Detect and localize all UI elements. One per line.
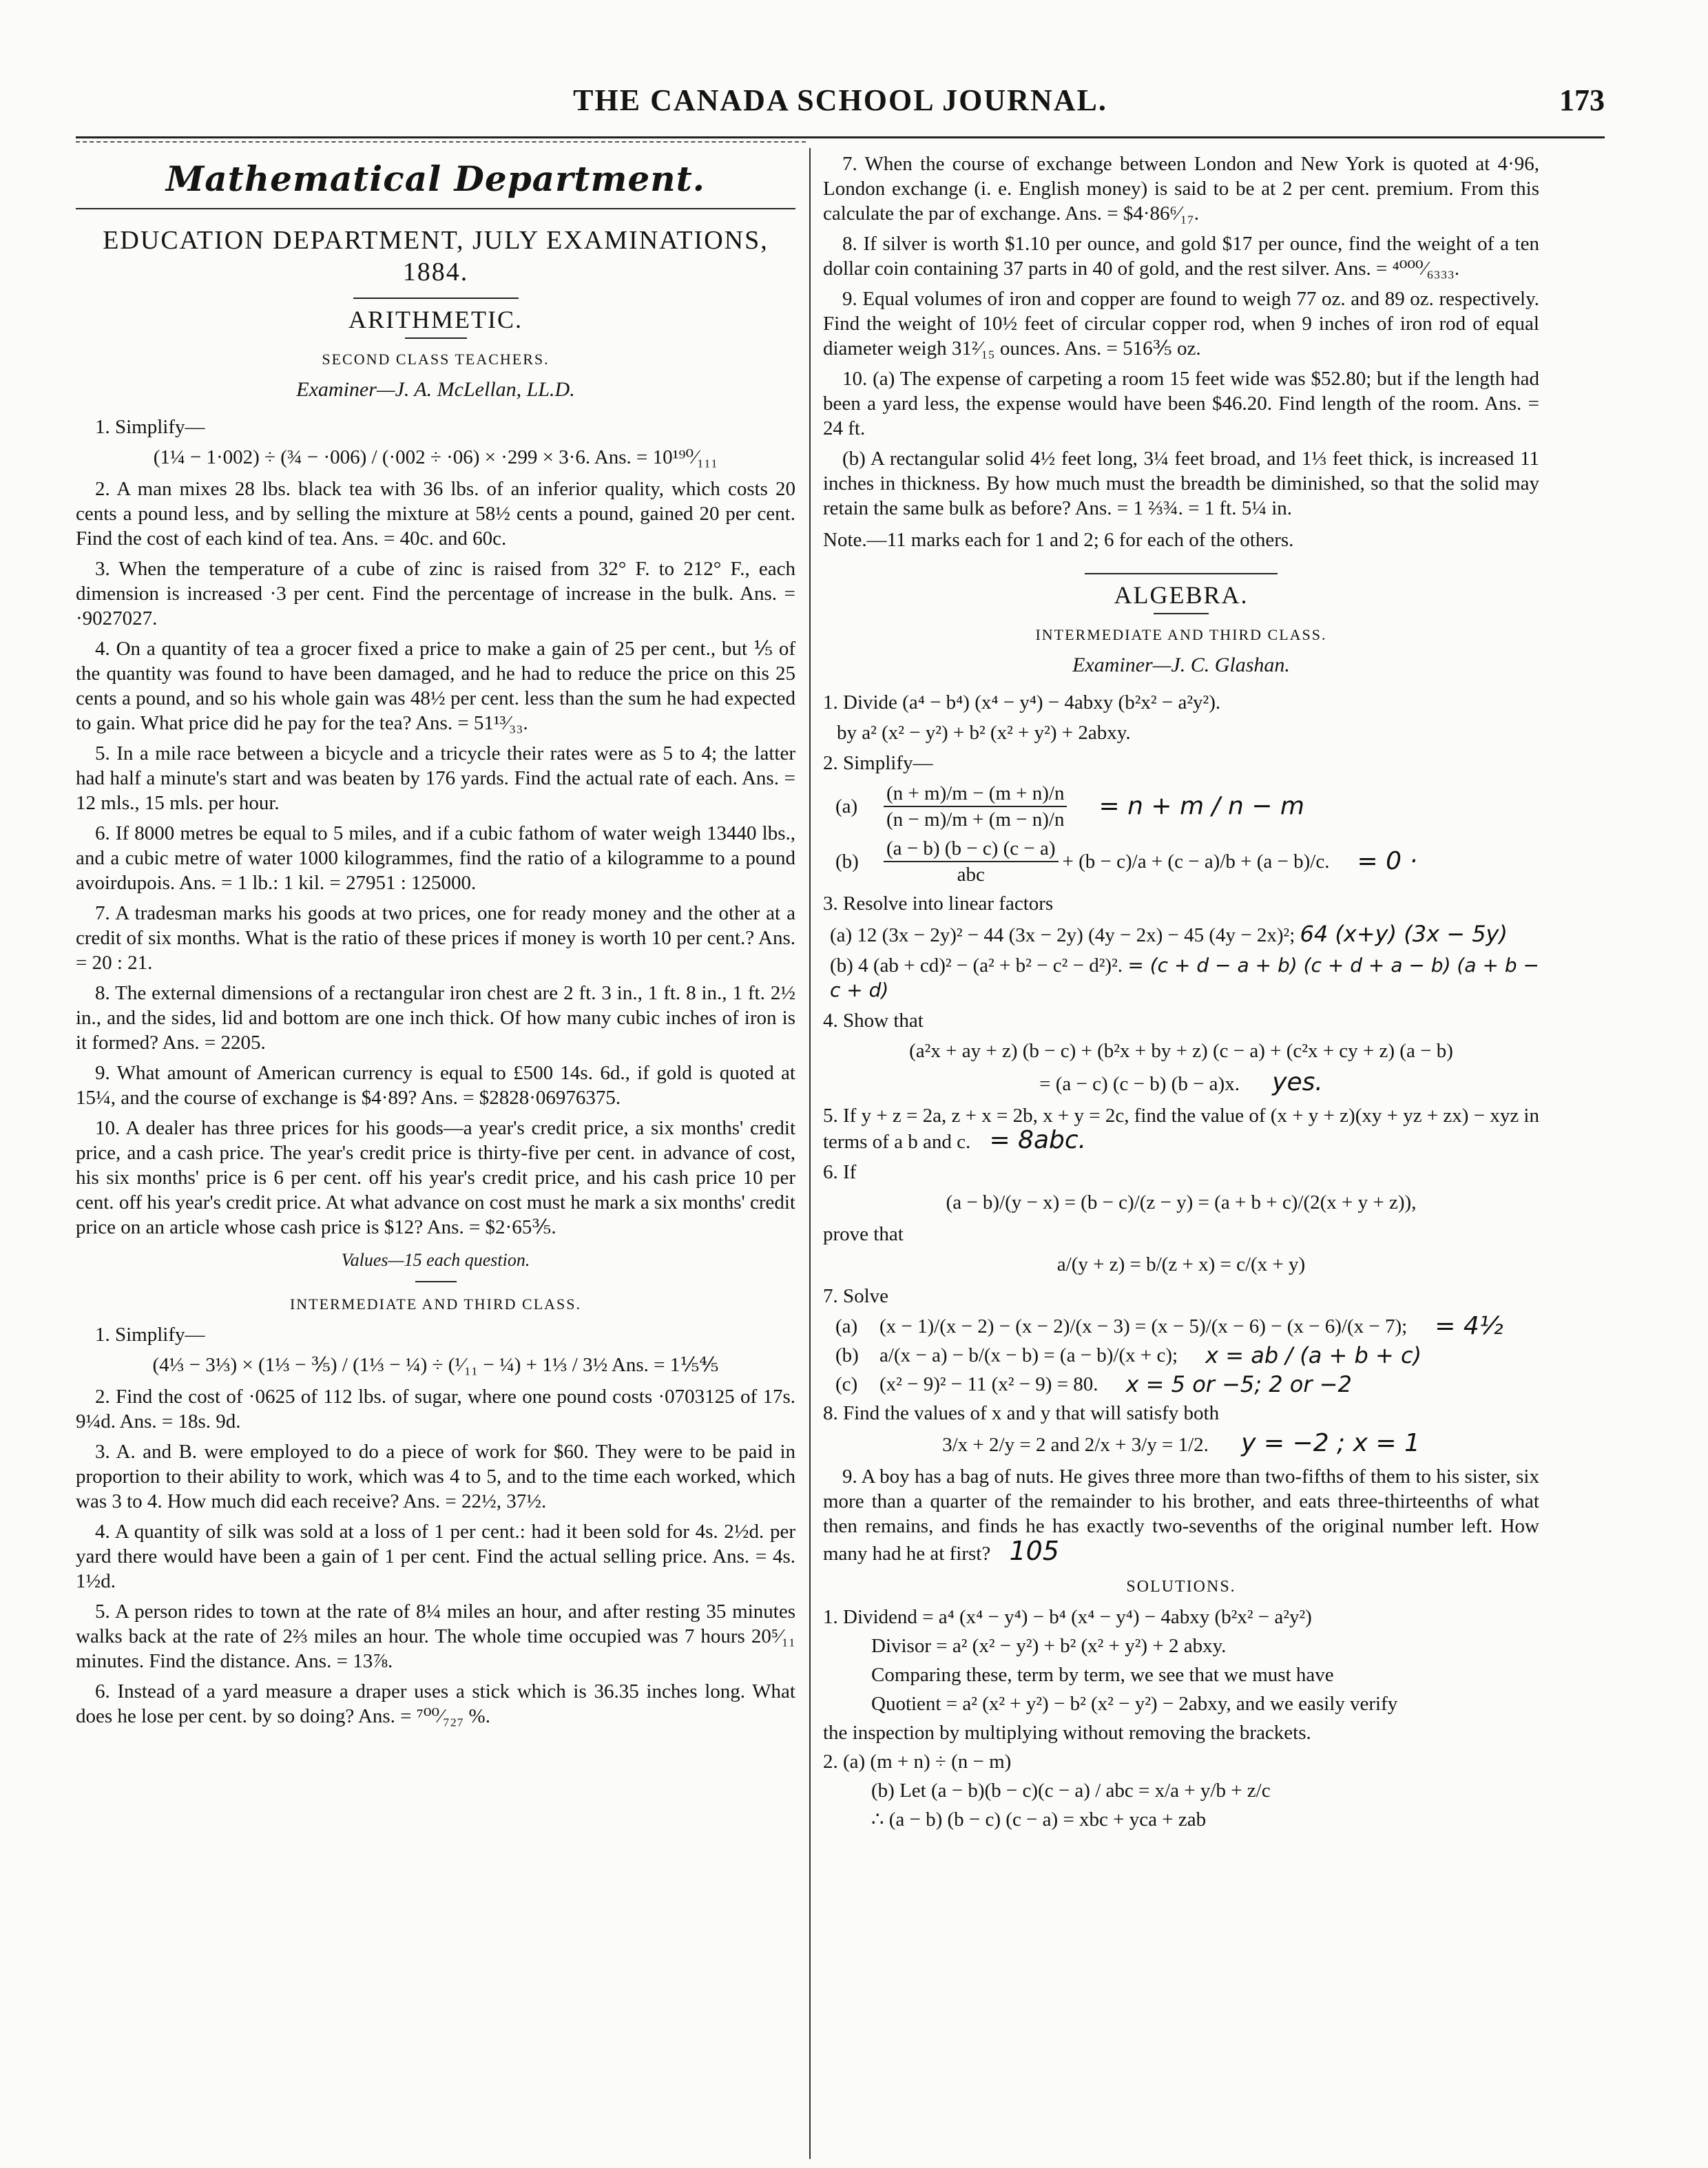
intermediate-question-1-heading: 1. Simplify—: [95, 1324, 205, 1346]
page-header: [76, 77, 1605, 132]
handwritten-answer-2b: = 0 ·: [1357, 847, 1417, 875]
algebra-8-formula: 3/x + 2/y = 2 and 2/x + 3/y = 1/2.: [942, 1434, 1209, 1456]
algebra-4-formula-line2: = (a − c) (c − b) (b − a)x.: [1039, 1073, 1240, 1095]
short-rule: [415, 1281, 457, 1282]
algebra-7a-formula: (x − 1)/(x − 2) − (x − 2)/(x − 3) = (x − 5)/(x − 6) − (x − 6)/(x − 7);: [879, 1315, 1408, 1337]
algebra-6-formula: (a − b)/(y − x) = (b − c)/(z − y) = (a + b + c)/(2(x + y + z)),: [946, 1191, 1417, 1213]
label-a: (a): [835, 795, 858, 817]
handwritten-answer-8: y = −2 ; x = 1: [1241, 1429, 1420, 1457]
solution-1-verify: the inspection by multiplying without removing the brackets.: [823, 1722, 1311, 1744]
class-heading: SECOND CLASS TEACHERS.: [322, 351, 550, 368]
right-column: [823, 152, 1539, 1836]
label-b: (b): [835, 1344, 859, 1366]
handwritten-answer-4: yes.: [1272, 1068, 1323, 1096]
intermediate-question-5: 5. A person rides to town at the rate of 8¼ miles an hour, and after resting 35 minutes walks back at the rate of 2⅔ miles an hour. The whole time occupied was 7 hours 20⁵⁄₁₁ minutes. Find the distance. Ans. = 13⅞.: [76, 1601, 795, 1672]
short-rule: [405, 337, 467, 339]
algebra-examiner: Examiner—J. C. Glashan.: [1072, 654, 1290, 676]
handwritten-answer-7c: x = 5 or −5; 2 or −2: [1125, 1371, 1352, 1397]
algebra-2a: [835, 781, 1539, 832]
algebra-4-formula-line2-row: [823, 1070, 1539, 1096]
question-7: 7. A tradesman marks his goods at two prices, one for ready money and the other at a credit of six months. What is the ratio of these prices if money is worth 10 per cent.? Ans. = 20 : 21.: [76, 902, 795, 974]
page-number: 173: [1559, 83, 1605, 117]
algebra-question-9-row: [823, 1464, 1539, 1566]
intermediate-question-2: 2. Find the cost of ·0625 of 112 lbs. of sugar, where one pound costs ·0703125 of 17s. 9¼d. Ans. = 18s. 9d.: [76, 1386, 795, 1432]
algebra-3a-line: [823, 921, 1539, 948]
question-r10b: (b) A rectangular solid 4½ feet long, 3¼ feet broad, and 1⅓ feet thick, is increased 11 inches in thickness. By how much must the breadth be diminished, so that the solid may retain the same bulk as before? Ans. = 1 ⅔¾. = 1 ft. 5¼ in.: [823, 448, 1539, 519]
section-rule: [76, 208, 795, 209]
algebra-8-formula-row: [823, 1431, 1539, 1457]
algebra-question-7: 7. Solve: [823, 1285, 889, 1307]
question-1-heading: 1. Simplify—: [95, 416, 205, 438]
intermediate-question-4: 4. A quantity of silk was sold at a loss of 1 per cent.: had it been sold for 4s. 2½d. per yard there would have been a gain of 1 per cent. Find the actual selling price. Ans. = 4s. 1½d.: [76, 1521, 795, 1592]
handwritten-answer-5: = 8abc.: [989, 1126, 1087, 1154]
algebra-question-5: 5. If y + z = 2a, z + x = 2b, x + y = 2c, find the value of (x + y + z)(xy + yz + zx) − xyz in terms of a b and c.: [823, 1105, 1539, 1153]
question-r8: 8. If silver is worth $1.10 per ounce, and gold $17 per ounce, find the weight of a ten dollar coin containing 37 parts in 40 of gold, and the rest silver. Ans. = ⁴⁰⁰⁰⁄₆₃₃₃.: [823, 233, 1539, 280]
algebra-6-prove: prove that: [823, 1223, 904, 1245]
handwritten-answer-9: 105: [1009, 1536, 1059, 1566]
solution-2b: (b) Let (a − b)(b − c)(c − a) / abc = x/a + y/b + z/c: [871, 1780, 1271, 1802]
algebra-4-formula-line1: (a²x + ay + z) (b − c) + (b²x + by + z) (c − a) + (c²x + cy + z) (a − b): [909, 1040, 1453, 1062]
algebra-6-formula-2: a/(y + z) = b/(z + x) = c/(x + y): [1056, 1253, 1306, 1275]
journal-title: THE CANADA SCHOOL JOURNAL.: [573, 83, 1107, 117]
question-4: 4. On a quantity of tea a grocer fixed a price to make a gain of 25 per cent., but ⅕ of the quantity was found to have been damaged, and he had to reduce the price on this 25 cents a pound, and so his whole gain was 48½ per cent. less than the sum he had expected to gain. What price did he pay for the tea? Ans. = 51¹³⁄₃₃.: [76, 638, 795, 734]
question-r9: 9. Equal volumes of iron and copper are found to weigh 77 oz. and 89 oz. respectively. Find the weight of 10½ feet of circular copper rod, when 9 inches of iron rod of equal diameter weigh 31²⁄₁₅ ounces. Ans. = 516⅗ oz.: [823, 288, 1539, 359]
short-rule: [1085, 573, 1278, 574]
header-rule-dashed: [76, 141, 806, 143]
algebra-3b: (b) 4 (ab + cd)² − (a² + b² − c² − d²)².: [830, 955, 1123, 977]
solution-1-dividend: 1. Dividend = a⁴ (x⁴ − y⁴) − b⁴ (x⁴ − y⁴) − 4abxy (b²x² − a²y²): [823, 1606, 1312, 1628]
handwritten-answer-2a: = n + m / n − m: [1098, 792, 1304, 820]
algebra-7b-formula: a/(x − a) − b/(x − b) = (a − b)/(x + c);: [879, 1344, 1178, 1366]
algebra-question-2: 2. Simplify—: [823, 752, 933, 774]
solution-1-comparing: Comparing these, term by term, we see that we must have: [871, 1664, 1334, 1686]
handwritten-answer-3b: = (c + d − a + b) (c + d + a − b) (a + b − c + d): [830, 954, 1540, 1001]
short-rule: [353, 298, 519, 299]
algebra-3b-line: [823, 953, 1539, 1003]
solution-1-quotient: Quotient = a² (x² + y²) − b² (x² − y²) − 2abxy, and we easily verify: [871, 1693, 1398, 1715]
examiner-line: Examiner—J. A. McLellan, LL.D.: [296, 378, 575, 401]
handwritten-answer-7b: x = ab / (a + b + c): [1205, 1342, 1422, 1368]
fraction-2b-numerator: (a − b) (b − c) (c − a): [884, 836, 1059, 862]
fraction-2a: [884, 781, 1067, 832]
short-rule: [1154, 613, 1209, 614]
solution-2a: 2. (a) (m + n) ÷ (n − m): [823, 1751, 1012, 1773]
algebra-question-1-divisor: by a² (x² − y²) + b² (x² + y²) + 2abxy.: [837, 722, 1131, 744]
algebra-7c-formula: (x² − 9)² − 11 (x² − 9) = 80.: [879, 1373, 1098, 1395]
handwritten-answer-3a: 64 (x+y) (3x − 5y): [1300, 921, 1508, 947]
fraction-2b: [884, 836, 1059, 887]
question-9: 9. What amount of American currency is equal to £500 14s. 6d., if gold is quoted at 15¼, and the course of exchange is $4·89? Ans. = $2828·06976375.: [76, 1062, 795, 1109]
algebra-question-4: 4. Show that: [823, 1010, 924, 1032]
algebra-7c: [835, 1372, 1539, 1397]
column-divider: [809, 148, 811, 2159]
question-r7: 7. When the course of exchange between London and New York is quoted at 4·96, London exchange (i. e. English money) is said to be at 2 per cent. premium. From this calculate the par of exchange. Ans. = $4·86⁶⁄₁₇.: [823, 153, 1539, 225]
question-r10a: 10. (a) The expense of carpeting a room 15 feet wide was $52.80; but if the length had been a yard less, the expense would have been $46.20. Find length of the room. Ans. = 24 ft.: [823, 368, 1539, 439]
fraction-2b-rest: + (b − c)/a + (c − a)/b + (a − b)/c.: [1062, 851, 1330, 873]
class-heading-intermediate: INTERMEDIATE AND THIRD CLASS.: [289, 1295, 582, 1313]
algebra-question-5-row: [823, 1103, 1539, 1154]
label-b: (b): [835, 851, 859, 873]
fraction-2a-numerator: (n + m)/m − (m + n)/n: [884, 781, 1067, 807]
question-3: 3. When the temperature of a cube of zinc is raised from 32° F. to 212° F., each dimension is increased ·3 per cent. Find the percentage of increase in the bulk. Ans. = ·9027027.: [76, 558, 795, 629]
marks-note: Note.—11 marks each for 1 and 2; 6 for each of the others.: [823, 529, 1294, 551]
algebra-2b: [835, 836, 1539, 887]
algebra-class-heading: INTERMEDIATE AND THIRD CLASS.: [1035, 626, 1327, 643]
fraction-2b-denominator: abc: [957, 864, 985, 886]
algebra-heading: ALGEBRA.: [1114, 581, 1249, 609]
header-rule: [76, 136, 1605, 138]
question-10: 10. A dealer has three prices for his goods—a year's credit price, a six months' credit price, and a cash price. The year's credit price is thirty-five per cent. in advance of cost, his six months' price is 6 per cent. off his year's credit price, and his cash price 10 per cent. off his year's credit price. At what advance on cost must he mark a six months' credit price on an article whose cash price is $12? Ans. = $2·65⅗.: [76, 1117, 795, 1238]
question-2: 2. A man mixes 28 lbs. black tea with 36 lbs. of an inferior quality, which costs 20 cents a pound less, and by selling the mixture at 58½ cents a pound, gained 20 per cent. Find the cost of each kind of tea. Ans. = 40c. and 60c.: [76, 478, 795, 550]
algebra-question-1: 1. Divide (a⁴ − b⁴) (x⁴ − y⁴) − 4abxy (b²x² − a²y²).: [823, 691, 1221, 713]
intermediate-question-3: 3. A. and B. were employed to do a piece of work for $60. They were to be paid in proportion to their ability to work, which was 4 to 5, and to the time each worked, which was 3 to 4. How much did each receive? Ans. = 22½, 37½.: [76, 1441, 795, 1512]
algebra-7b: [835, 1343, 1539, 1368]
intermediate-question-1-formula: (4⅓ − 3⅓) × (1⅓ − ⅗) / (1⅓ − ¼) ÷ (¹⁄₁₁ − ¼) + 1⅓ / 3½ Ans. = 1⅕⅘: [152, 1354, 719, 1376]
exam-title: EDUCATION DEPARTMENT, JULY EXAMINATIONS, 1884.: [103, 226, 769, 286]
fraction-2a-denominator: (n − m)/m + (m − n)/n: [886, 809, 1065, 831]
algebra-question-3: 3. Resolve into linear factors: [823, 893, 1054, 915]
question-1-formula: (1¼ − 1·002) ÷ (¾ − ·006) / (·002 ÷ ·06) × ·299 × 3·6. Ans. = 10¹⁹⁰⁄₁₁₁: [153, 446, 718, 468]
algebra-question-8: 8. Find the values of x and y that will satisfy both: [823, 1402, 1220, 1424]
question-5: 5. In a mile race between a bicycle and a tricycle their rates were as 5 to 4; the latter had half a minute's start and was beaten by 176 yards. Find the actual rate of each. Ans. = 12 mls., 15 mls. per hour.: [76, 742, 795, 814]
algebra-question-6: 6. If: [823, 1161, 857, 1183]
department-title: Mathematical Department.: [165, 158, 706, 199]
label-c: (c): [835, 1373, 858, 1395]
solution-2c: ∴ (a − b) (b − c) (c − a) = xbc + yca + zab: [871, 1809, 1207, 1831]
algebra-7a: [835, 1314, 1539, 1339]
solutions-heading: SOLUTIONS.: [1126, 1578, 1236, 1596]
solution-1-divisor: Divisor = a² (x² − y²) + b² (x² + y²) + 2 abxy.: [871, 1635, 1227, 1657]
intermediate-question-6: 6. Instead of a yard measure a draper uses a stick which is 36.35 inches long. What does he lose per cent. by so doing? Ans. = ⁷⁰⁰⁄₇₂₇ %.: [76, 1680, 795, 1727]
handwritten-answer-7a: = 4½: [1435, 1312, 1503, 1340]
algebra-question-9: 9. A boy has a bag of nuts. He gives three more than two-fifths of them to his sister, six more than a quarter of the remainder to his brother, and eats three-thirteenths of what then remains, and finds he has exactly two-sevenths of the original number left. How many had he at first?: [823, 1466, 1539, 1565]
algebra-3a: (a) 12 (3x − 2y)² − 44 (3x − 2y) (4y − 2x) − 45 (4y − 2x)²;: [830, 924, 1295, 946]
values-note: Values—15 each question.: [341, 1250, 530, 1270]
question-8: 8. The external dimensions of a rectangular iron chest are 2 ft. 3 in., 1 ft. 8 in., 1 ft. 2½ in., and the sides, lid and bottom are one inch thick. Of how many cubic inches of iron is it formed? Ans. = 2205.: [76, 982, 795, 1054]
left-column: [76, 152, 795, 1734]
label-a: (a): [835, 1315, 858, 1337]
arithmetic-heading: ARITHMETIC.: [348, 306, 523, 333]
question-6: 6. If 8000 metres be equal to 5 miles, and if a cubic fathom of water weigh 13440 lbs., and a cubic metre of water 1000 kilogrammes, find the ratio of a kilogramme to a pound avoirdupois. Ans. = 1 lb.: 1 kil. = 27951 : 125000.: [76, 822, 795, 894]
